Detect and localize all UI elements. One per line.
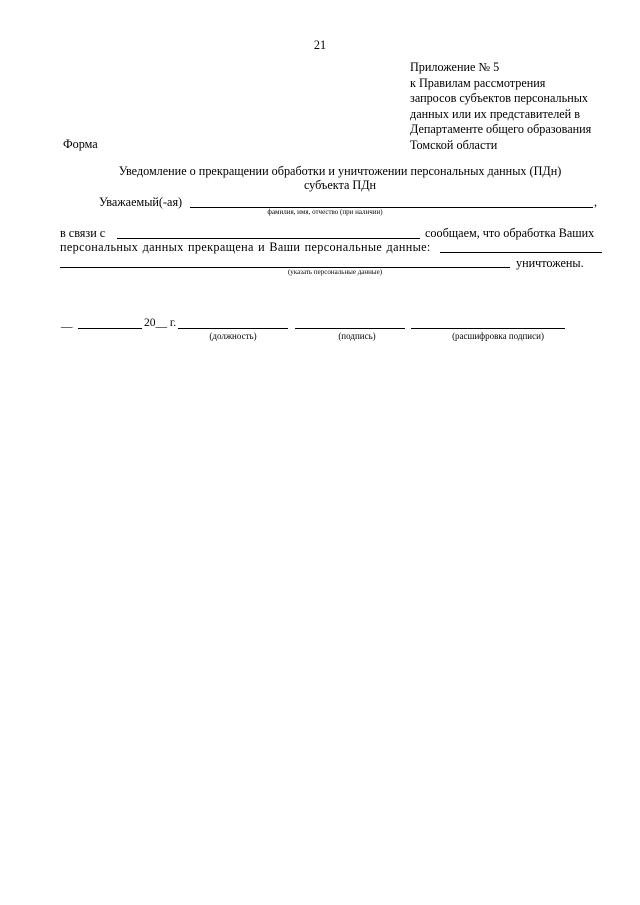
- date-month-field[interactable]: [78, 328, 142, 329]
- greeting-caption: фамилия, имя, отчество (при наличии): [267, 208, 383, 216]
- date-day-field[interactable]: __: [61, 317, 73, 329]
- signature-caption: (подпись): [338, 331, 376, 341]
- in-connection-label: в связи с: [60, 226, 106, 240]
- body-line-2-text: персональных данных прекращена и Ваши персональные данные:: [60, 240, 431, 254]
- position-field[interactable]: [178, 328, 288, 329]
- appendix-line: к Правилам рассмотрения: [410, 75, 546, 90]
- greeting-comma: ,: [594, 195, 598, 209]
- appendix-line: Томской области: [410, 137, 498, 152]
- personal-data-caption: (указать персональные данные): [287, 268, 383, 276]
- inform-text: сообщаем, что обработка Ваших: [425, 226, 595, 240]
- signature-decoding-field[interactable]: [411, 328, 565, 329]
- date-year-text: 20__ г.: [144, 317, 177, 329]
- personal-data-field-1[interactable]: [440, 252, 602, 253]
- page-number: 21: [313, 38, 327, 52]
- appendix-block: [410, 60, 610, 153]
- signature-decoding-caption: (расшифровка подписи): [452, 331, 544, 341]
- reason-field[interactable]: [117, 238, 420, 239]
- appendix-line: Приложение № 5: [410, 60, 500, 74]
- signature-field[interactable]: [295, 328, 405, 329]
- appendix-line: запросов субъектов персональных: [410, 91, 589, 105]
- greeting-label: Уважаемый(-ая): [99, 195, 183, 209]
- document-title: [60, 164, 620, 192]
- form-label: Форма: [63, 137, 98, 151]
- title-line-2: субъекта ПДн: [303, 178, 377, 192]
- appendix-line: данных или их представителей в: [410, 106, 581, 121]
- title-line-1: Уведомление о прекращении обработки и уничтожении персональных данных (ПДн): [118, 164, 562, 178]
- appendix-line: Департаменте общего образования: [410, 122, 592, 136]
- destroyed-text: уничтожены.: [516, 256, 584, 270]
- position-caption: (должность): [209, 331, 257, 341]
